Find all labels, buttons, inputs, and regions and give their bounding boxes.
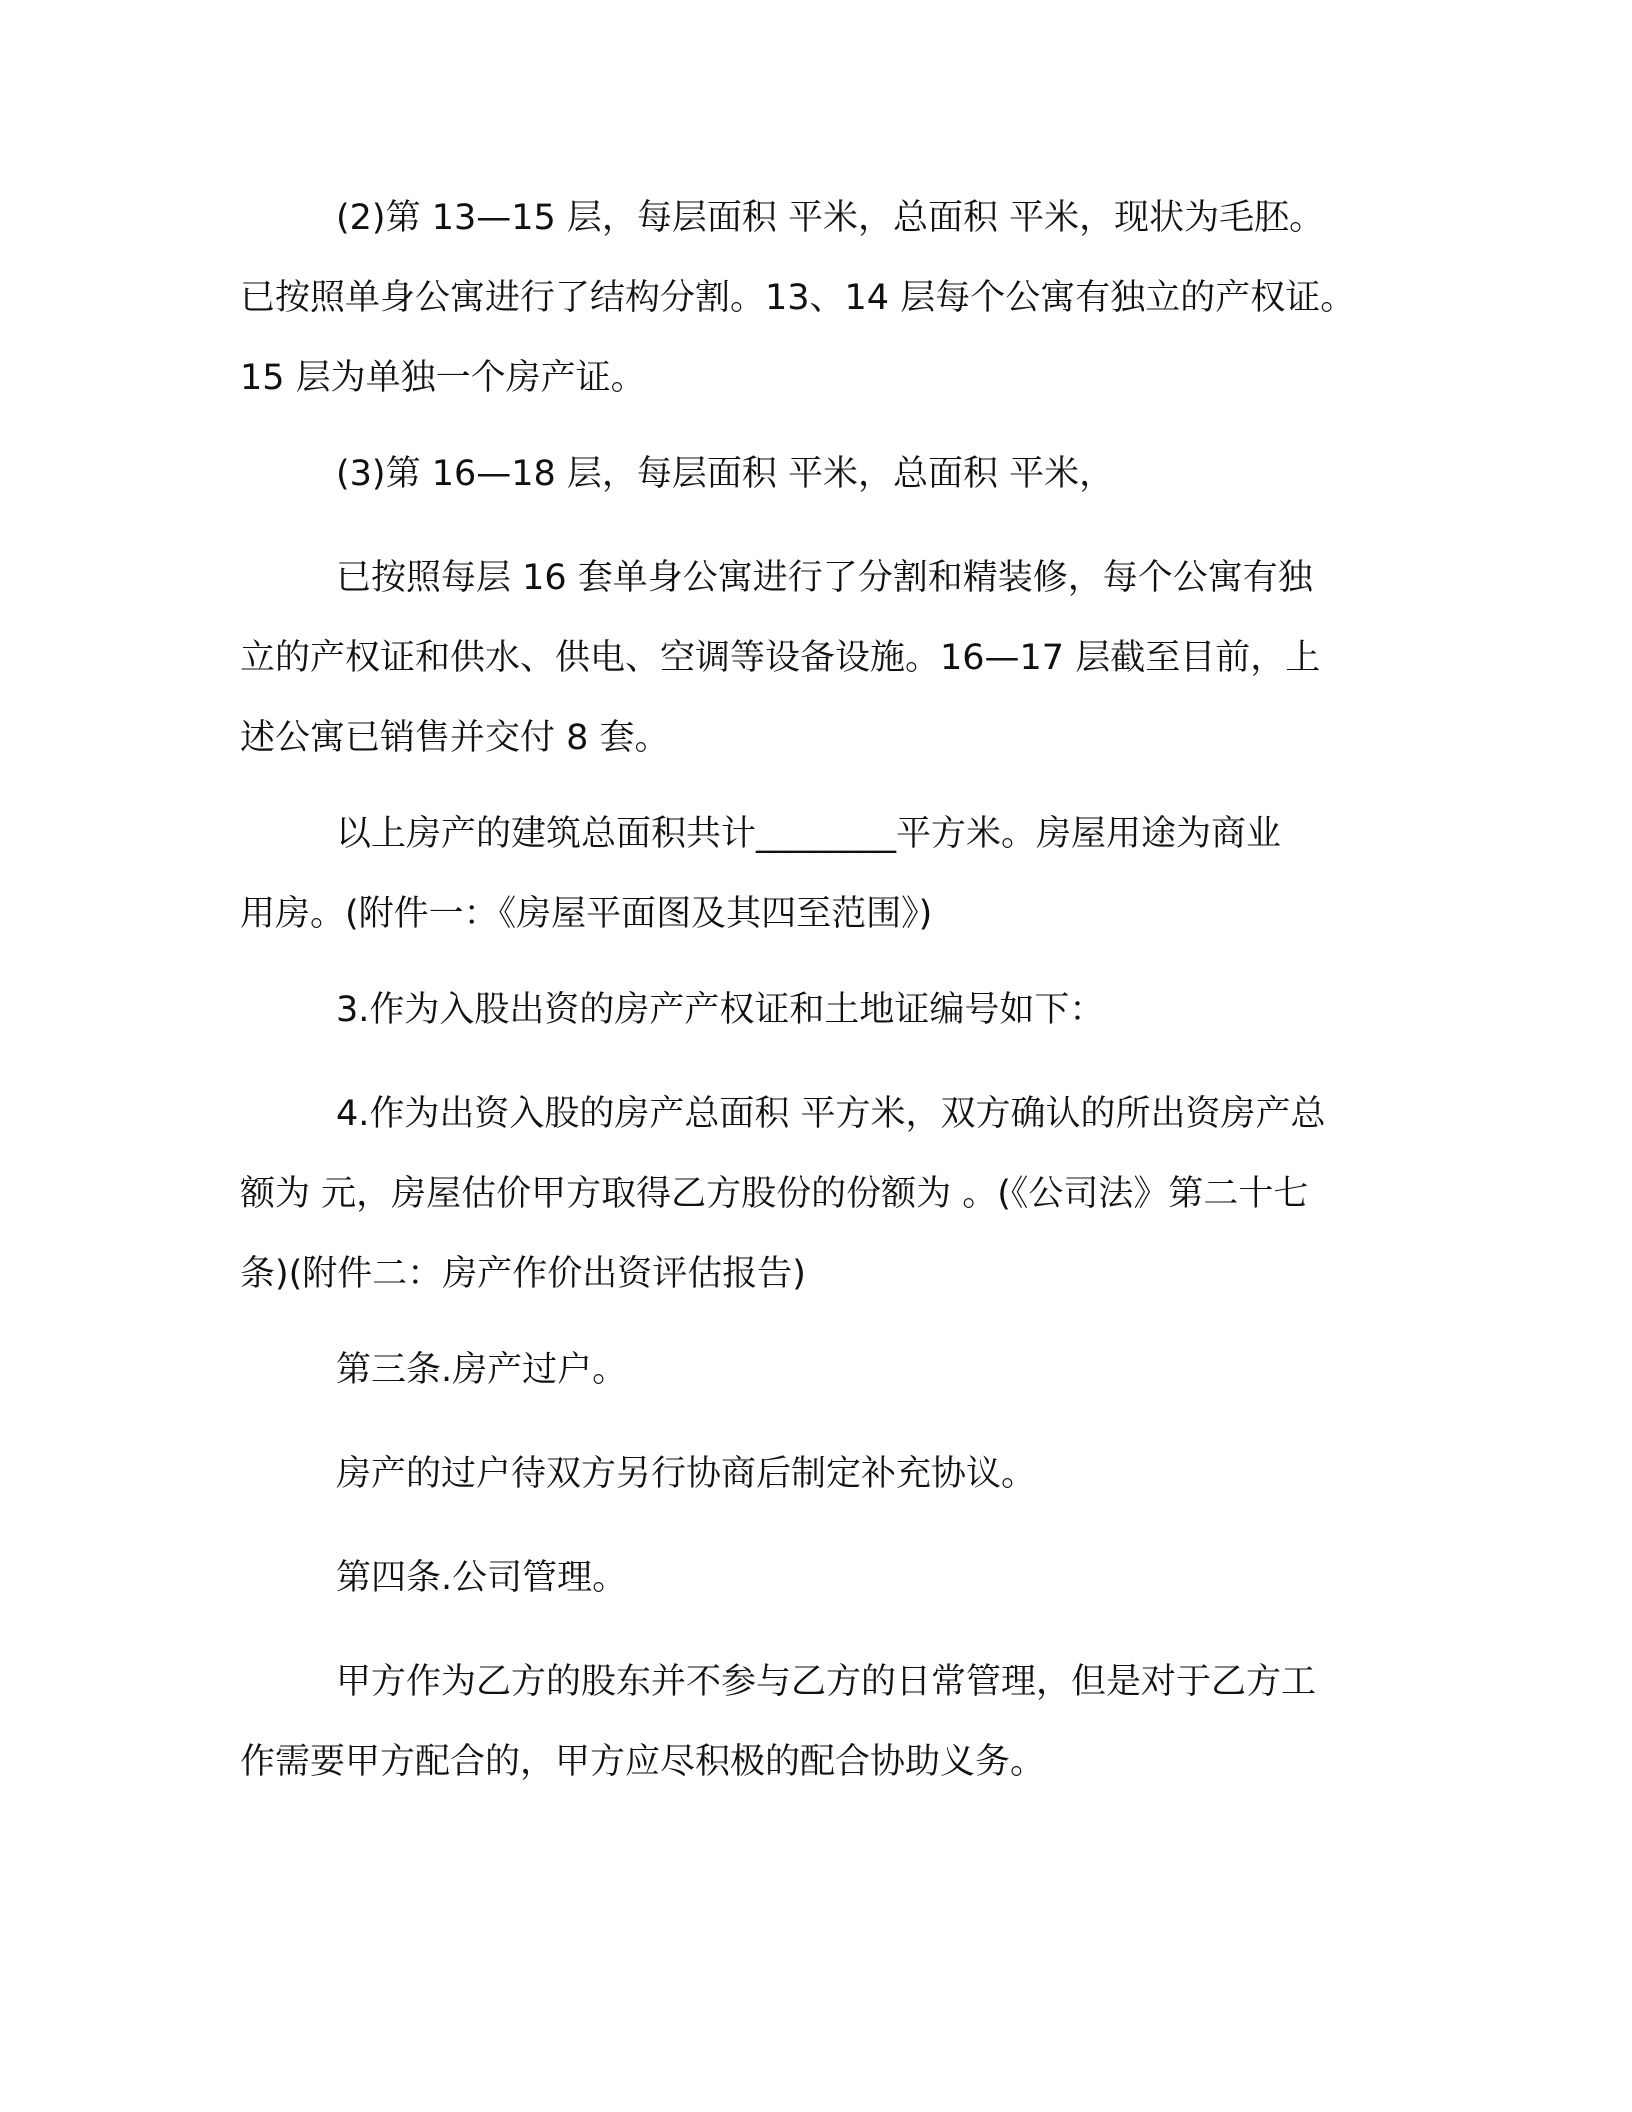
paragraph-apartment-details <box>240 538 1400 778</box>
text-line: 4.作为出资入股的房产总面积 平方米，双方确认的所出资房产总 <box>336 1094 1326 1134</box>
paragraph-management <box>240 1642 1400 1802</box>
text-line: 以上房产的建筑总面积共计________平方米。房屋用途为商业 <box>336 814 1282 854</box>
text-line: 已按照单身公寓进行了结构分割。13、14 层每个公寓有独立的产权证。 <box>240 278 1356 318</box>
text-line: 用房。(附件一：《房屋平面图及其四至范围》) <box>240 894 933 934</box>
text-line: (3)第 16—18 层，每层面积 平米，总面积 平米， <box>336 454 1115 494</box>
heading-article-3 <box>240 1330 1400 1410</box>
text-line: 述公寓已销售并交付 8 套。 <box>240 718 670 758</box>
paragraph-certificate-numbers <box>240 970 1400 1050</box>
heading-article-4 <box>240 1538 1400 1618</box>
paragraph-transfer <box>240 1434 1400 1514</box>
text-line: 第四条.公司管理。 <box>336 1558 628 1598</box>
paragraph-contribution-value <box>240 1074 1400 1314</box>
paragraph-floors-13-15 <box>240 178 1400 418</box>
text-line: 条)(附件二：房产作价出资评估报告) <box>240 1254 806 1294</box>
text-line: 立的产权证和供水、供电、空调等设备设施。16—17 层截至目前，上 <box>240 638 1321 678</box>
text-line: 额为 元，房屋估价甲方取得乙方股份的份额为 。(《公司法》第二十七 <box>240 1174 1309 1214</box>
text-line: 第三条.房产过户。 <box>336 1350 628 1390</box>
text-line: 3.作为入股出资的房产产权证和土地证编号如下： <box>336 990 1105 1030</box>
paragraph-total-area <box>240 794 1400 954</box>
text-line: (2)第 13—15 层，每层面积 平米，总面积 平米，现状为毛胚。 <box>336 198 1325 238</box>
text-line: 房产的过户待双方另行协商后制定补充协议。 <box>336 1454 1037 1494</box>
paragraph-floors-16-18 <box>240 434 1400 514</box>
text-line: 甲方作为乙方的股东并不参与乙方的日常管理，但是对于乙方工 <box>336 1662 1317 1702</box>
text-line: 15 层为单独一个房产证。 <box>240 358 646 398</box>
text-line: 作需要甲方配合的，甲方应尽积极的配合协助义务。 <box>240 1742 1046 1782</box>
text-line: 已按照每层 16 套单身公寓进行了分割和精装修，每个公寓有独 <box>336 558 1313 598</box>
